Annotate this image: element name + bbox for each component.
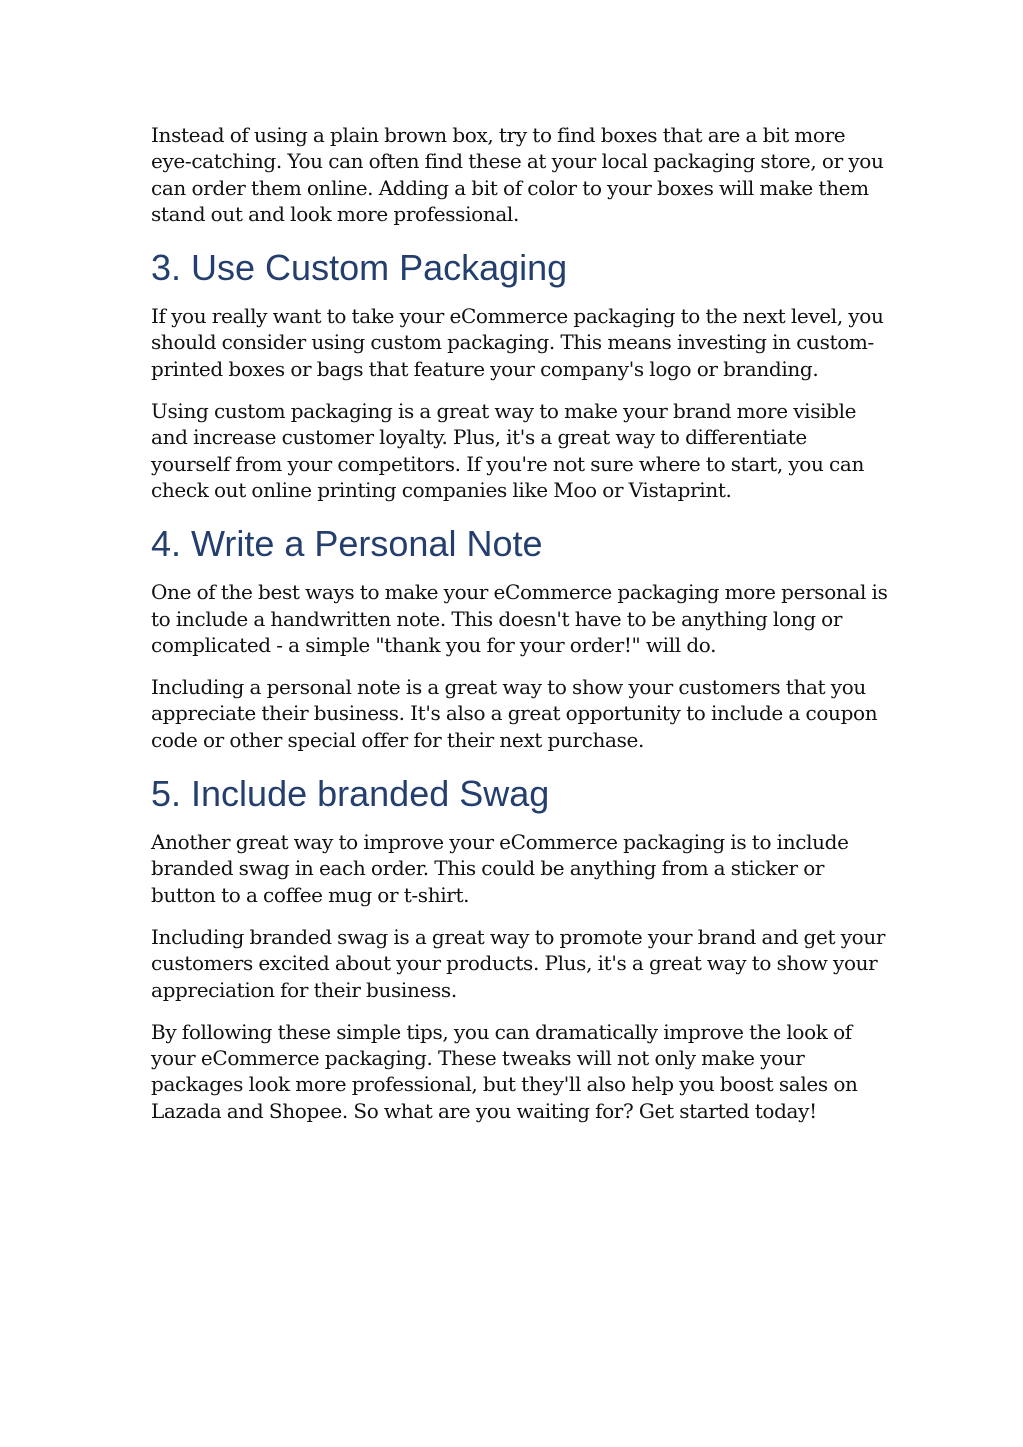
body-paragraph: Including branded swag is a great way to promote your brand and get your customers excited about your products. Plus, it's a great way to show your appreciation for their business. [151, 924, 886, 1002]
body-paragraph: Using custom packaging is a great way to make your brand more visible and increase customer loyalty. Plus, it's a great way to differentiate yourself from your competitors. If you're not sure where to start, you can check out online printing companies like Moo or Vistaprint. [151, 399, 864, 502]
conclusion-paragraph: By following these simple tips, you can dramatically improve the look of your eCommerce packaging. These tweaks will not only make your packages look more professional, but they'll also help you boost sales on Lazada and Shopee. So what are you waiting for? Get started today! [151, 1019, 858, 1123]
body-paragraph: One of the best ways to make your eCommerce packaging more personal is to include a handwritten note. This doesn't have to be anything long or complicated - a simple "thank you for your order!" will do. [151, 580, 888, 657]
body-paragraph: If you really want to take your eCommerce packaging to the next level, you should consider using custom packaging. This means investing in custom-printed boxes or bags that feature your company's logo or branding. [151, 304, 884, 381]
section-heading: 5. Include branded Swag [151, 773, 550, 815]
body-paragraph: Another great way to improve your eCommerce packaging is to include branded swag in each order. This could be anything from a sticker or button to a coffee mug or t-shirt. [151, 830, 849, 907]
document-page [151, 122, 891, 1140]
section-heading: 3. Use Custom Packaging [151, 247, 568, 289]
body-paragraph: Including a personal note is a great way to show your customers that you appreciate their business. It's also a great opportunity to include a coupon code or other special offer for their next purchase. [151, 675, 878, 752]
section-custom-packaging [151, 249, 891, 503]
section-personal-note [151, 525, 891, 753]
section-branded-swag [151, 775, 891, 1124]
section-heading: 4. Write a Personal Note [151, 523, 543, 565]
intro-paragraph: Instead of using a plain brown box, try to find boxes that are a bit more eye-catching. You can often find these at your local packaging store, or you can order them online. Adding a bit of color to your boxes will make them stand out and look more professional. [151, 123, 884, 226]
